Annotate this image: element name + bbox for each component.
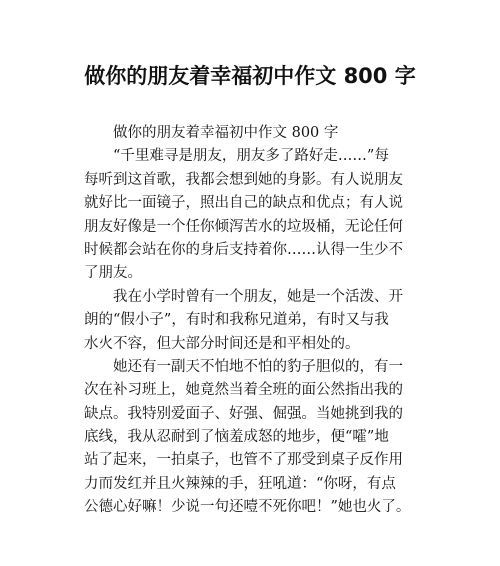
body-line: 次在补习班上，她竟然当着全班的面公然指出我的: [84, 382, 403, 399]
body-line: 朋友好像是一个任你倾泻苦水的垃圾桶，无论任何: [84, 218, 403, 235]
body-line: 了朋友。: [84, 265, 142, 282]
body-line: 我在小学时曾有一个朋友，她是一个活泼、开: [113, 288, 403, 305]
body-line: 站了起来，一拍桌子，也管不了那受到桌子反作用: [84, 452, 403, 469]
document-title: 做你的朋友着幸福初中作文 800 字: [84, 64, 416, 88]
body-line: “千里难寻是朋友，朋友多了路好走……”每: [113, 148, 389, 165]
body-line: 水火不容，但大部分时间还是和平相处的。: [84, 335, 360, 352]
body-line: 缺点。我特别爱面子、好强、倔强。当她挑到我的: [84, 405, 403, 422]
document-body: [84, 122, 444, 520]
body-line: 就好比一面镜子，照出自己的缺点和优点；有人说: [84, 195, 403, 212]
body-line: 底线，我从忍耐到了恼羞成怒的地步，便“嚯”地: [84, 429, 389, 446]
body-line: 朗的“假小子”，有时和我称兄道弟，有时又与我: [84, 312, 389, 329]
body-line: 她还有一副天不怕地不怕的豹子胆似的，有一: [113, 358, 403, 375]
body-line: 公德心好嘛！少说一句还噎不死你吧！”她也火了。: [84, 499, 411, 516]
body-line: 每听到这首歌，我都会想到她的身影。有人说朋友: [84, 171, 403, 188]
body-line: 力而发红并且火辣辣的手，狂吼道：“你呀，有点: [84, 475, 396, 492]
body-line: 做你的朋友着幸福初中作文 800 字: [113, 125, 339, 141]
body-line: 时候都会站在你的身后支持着你……认得一生少不: [84, 241, 403, 258]
